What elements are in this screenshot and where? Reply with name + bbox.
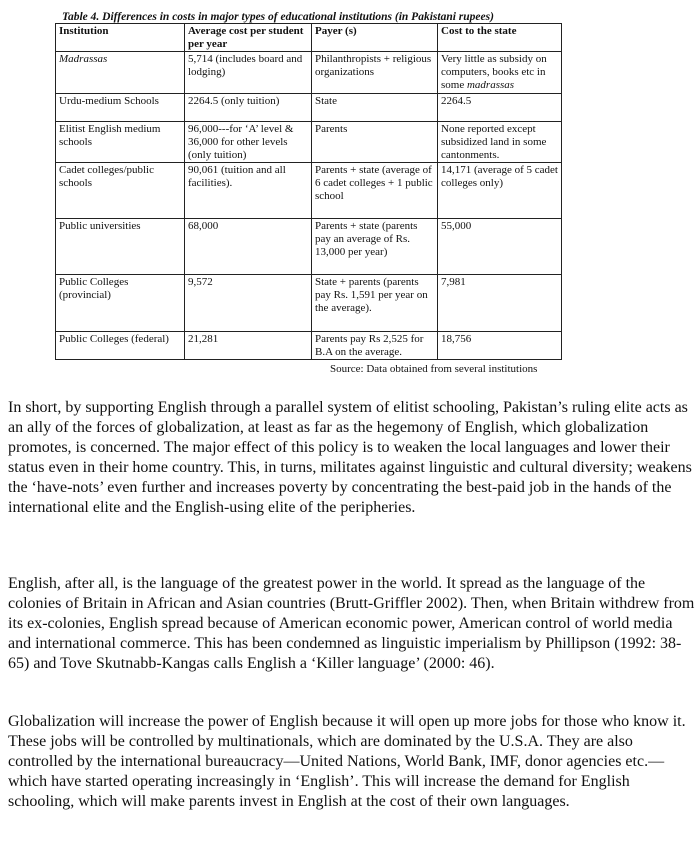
institution-cell: Elitist English medium schools bbox=[56, 122, 185, 163]
table-row bbox=[56, 122, 562, 163]
table-row bbox=[56, 163, 562, 219]
table-source-note: Source: Data obtained from several institutions bbox=[330, 363, 538, 375]
average-cost-cell: 21,281 bbox=[185, 332, 312, 360]
cost-to-state-cell: 7,981 bbox=[438, 275, 562, 332]
cost-text: Very little as subsidy on computers, books etc in some madrassas bbox=[441, 53, 547, 91]
paragraph-elite-english: In short, by supporting English through a parallel system of elitist schooling, Pakistan’s ruling elite acts as an ally of the forces of globalization, at least as far as the hegemony of English, which globalization promotes, is concerned. The major effect of this policy is to weaken the local languages and lower their status even in their home country. This, in turns, militates against linguistic and cultural diversity; weakens the ‘have-nots’ even further and increases poverty by concentrating the best-paid job in the hands of the international elite and the English-using elite of the peripheries. bbox=[8, 399, 692, 516]
table-header-row bbox=[56, 24, 562, 52]
institution-cell: Public Colleges (federal) bbox=[56, 332, 185, 360]
payer-cell: State bbox=[312, 94, 438, 122]
average-cost-cell: 90,061 (tuition and all facilities). bbox=[185, 163, 312, 219]
average-cost-cell: 2264.5 (only tuition) bbox=[185, 94, 312, 122]
cost-table bbox=[55, 23, 562, 360]
institution-cell: Public Colleges (provincial) bbox=[56, 275, 185, 332]
table-row bbox=[56, 275, 562, 332]
payer-cell: Parents + state (parents pay an average of Rs. 13,000 per year) bbox=[312, 219, 438, 275]
institution-cell: Cadet colleges/public schools bbox=[56, 163, 185, 219]
institution-cell: Urdu-medium Schools bbox=[56, 94, 185, 122]
payer-cell: State + parents (parents pay Rs. 1,591 per year on the average). bbox=[312, 275, 438, 332]
average-cost-cell: 96,000---for ‘A’ level & 36,000 for other levels (only tuition) bbox=[185, 122, 312, 163]
payer-cell: Parents bbox=[312, 122, 438, 163]
payer-cell: Philanthropists + religious organizations bbox=[312, 52, 438, 94]
table-row bbox=[56, 219, 562, 275]
header-average-cost: Average cost per student per year bbox=[185, 24, 312, 52]
header-institution: Institution bbox=[56, 24, 185, 52]
table-row bbox=[56, 332, 562, 360]
average-cost-cell: 5,714 (includes board and lodging) bbox=[185, 52, 312, 94]
paragraph-globalization: Globalization will increase the power of English because it will open up more jobs for those who know it. These jobs will be controlled by multinationals, which are dominated by the U.S.A. They are also controlled by the international bureaucracy—United Nations, World Bank, IMF, donor agencies etc.—which have started operating increasingly in ‘English’. This will increase the demand for English schooling, which will make parents invest in English at the cost of their own languages. bbox=[8, 713, 686, 810]
italic-term: madrassas bbox=[466, 79, 515, 91]
average-cost-cell: 9,572 bbox=[185, 275, 312, 332]
header-payer: Payer (s) bbox=[312, 24, 438, 52]
paragraph-english-power: English, after all, is the language of the greatest power in the world. It spread as the language of the colonies of Britain in African and Asian countries (Brutt-Griffler 2002). Then, when Britain withdrew from its ex-colonies, English spread because of American economic power, American control of world media and international commerce. This has been condemned as linguistic imperialism by Phillipson (1992: 38-65) and Tove Skutnabb-Kangas calls English a ‘Killer language’ (2000: 46). bbox=[8, 575, 695, 672]
table-row bbox=[56, 52, 562, 94]
cost-to-state-cell: 55,000 bbox=[438, 219, 562, 275]
table-caption: Table 4. Differences in costs in major types of educational institutions (in Pakistani rupees) bbox=[62, 11, 494, 23]
institution-cell: Madrassas bbox=[56, 52, 185, 94]
cost-to-state-cell: 14,171 (average of 5 cadet colleges only) bbox=[438, 163, 562, 219]
table-row bbox=[56, 94, 562, 122]
cost-to-state-cell: 18,756 bbox=[438, 332, 562, 360]
payer-cell: Parents pay Rs 2,525 for B.A on the average. bbox=[312, 332, 438, 360]
header-cost-to-state: Cost to the state bbox=[438, 24, 562, 52]
institution-cell: Public universities bbox=[56, 219, 185, 275]
average-cost-cell: 68,000 bbox=[185, 219, 312, 275]
cost-to-state-cell: 2264.5 bbox=[438, 94, 562, 122]
cost-to-state-cell bbox=[438, 52, 562, 94]
cost-to-state-cell: None reported except subsidized land in some cantonments. bbox=[438, 122, 562, 163]
payer-cell: Parents + state (average of 6 cadet colleges + 1 public school bbox=[312, 163, 438, 219]
